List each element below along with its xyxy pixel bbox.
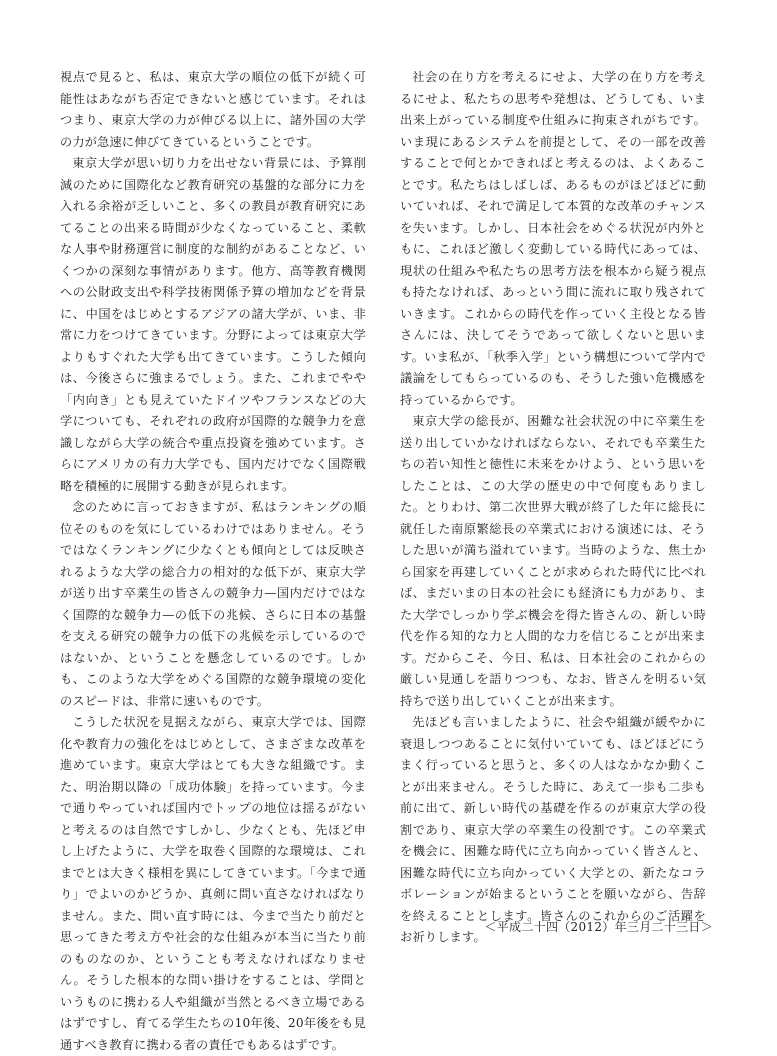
- date-line: ＜平成二十四（2012）年三月二十三日＞: [484, 920, 713, 934]
- paragraph: こうした状況を見据えながら、東京大学では、国際化や教育力の強化をはじめとして、さまざまな改革を進めています。東京大学はとても大きな組織です。また、明治期以降の「成功体験」を持っています。今まで通りやっていれば国内でトップの地位は揺るがないと考えるのは自然ですしかし、少なくとも、先ほど申し上げたように、大学を取巻く国際的な環境は、これまでとは大きく様相を異にしてきています。「今まで通り」でよいのかどうか、真剣に問い直さなければなりません。また、問い直す時には、今まで当たり前だと思ってきた考え方や社会的な仕組みが本当に当たり前のものなのか、ということも考えなければなりません。そうした根本的な問い掛けをすることは、学問というものに携わる人や組織が当然とるべき立場であるはずですし、育てる学生たちの10年後、20年後をも見通すべき教育に携わる者の責任でもあるはずです。: [60, 715, 366, 1052]
- paragraph: 先ほども言いましたように、社会や組織が緩やかに衰退しつつあることに気付いていても、ほどほどにうまく行っていると思うと、多くの人はなかなか動くことが出来ません。そうした時に、あえて一歩も二歩も前に出て、新しい時代の基礎を作るのが東京大学の役割であり、東京大学の卒業生の役割です。この卒業式を機会に、困難な時代に立ち向かっていく皆さんと、困難な時代に立ち向かっていく大学との、新たなコラボレーションが始まるということを願いながら、告辞を終えることとします。皆さんのこれからのご活躍をお祈りします。: [400, 715, 706, 944]
- paragraph: 社会の在り方を考えるにせよ、大学の在り方を考えるにせよ、私たちの思考や発想は、どうしても、いま出来上がっている制度や仕組みに拘束されがちです。いま現にあるシステムを前提として、その一部を改善することで何とかできればと考えるのは、よくあることです。私たちはしばしば、あるものがほどほどに動いていれば、それで満足して本質的な改革のチャンスを失います。しかし、日本社会をめぐる状況が内外ともに、これほど激しく変動している時代にあっては、現状の仕組みや私たちの思考方法を根本から疑う視点も持たなければ、あっという間に流れに取り残されていきます。これからの時代を作っていく主役となる皆さんには、決してそうであって欲しくないと思います。いま私が、「秋季入学」という構想について学内で議論をしてもらっているのも、そうした強い危機感を持っているからです。: [400, 70, 706, 407]
- paragraph: 視点で見ると、私は、東京大学の順位の低下が続く可能性はあながち否定できないと感じています。それはつまり、東京大学の力が伸びる以上に、諸外国の大学の力が急速に伸びてきているということです。: [60, 70, 366, 149]
- paragraph: 東京大学の総長が、困難な社会状況の中に卒業生を送り出していかなければならない、それでも卒業生たちの若い知性と徳性に未来をかけよう、という思いをしたことは、この大学の歴史の中で何度もありました。とりわけ、第二次世界大戦が終了した年に総長に就任した南原繁総長の卒業式における演述には、そうした思いが満ち溢れています。当時のような、焦土から国家を再建していくことが求められた時代に比べれば、まだいまの日本の社会にも経済にも力があり、また大学でしっかり学ぶ機会を得た皆さんの、新しい時代を作る知的な力と人間的な力を信じることが出来ます。だからこそ、今日、私は、日本社会のこれからの厳しい見通しを語りつつも、なお、皆さんを明るい気持ちで送り出していくことが出来ます。: [400, 414, 706, 708]
- paragraph: 念のために言っておきますが、私はランキングの順位そのものを気にしているわけではありません。そうではなくランキングに少なくとも傾向としては反映されるような大学の総合力の相対的な低下が、東京大学が送り出す卒業生の皆さんの競争力—国内だけではなく国際的な競争力—の低下の兆候、さらに日本の基盤を支える研究の競争力の低下の兆候を示しているのではないか、ということを懸念しているのです。しかも、このような大学をめぐる国際的な競争環境の変化のスピードは、非常に速いものです。: [60, 500, 366, 708]
- paragraph: 東京大学が思い切り力を出せない背景には、予算削減のために国際化など教育研究の基盤的な部分に力を入れる余裕が乏しいこと、多くの教員が教育研究にあてることの出来る時間が少なくなっていること、柔軟な人事や財務運営に制度的な制約があることなど、いくつかの深刻な事情があります。他方、高等教育機関への公財政支出や科学技術関係予算の増加などを背景に、中国をはじめとするアジアの諸大学が、いま、非常に力をつけてきています。分野によっては東京大学よりもすぐれた大学も出てきています。こうした傾向は、今後さらに強まるでしょう。また、これまでやや「内向き」とも見えていたドイツやフランスなどの大学についても、それぞれの政府が国際的な競争力を意識しながら大学の統合や重点投資を強めています。さらにアメリカの有力大学でも、国内だけでなく国際戦略を積極的に展開する動きが見られます。: [60, 156, 366, 493]
- left-column: [60, 67, 366, 1056]
- right-column: [400, 67, 706, 949]
